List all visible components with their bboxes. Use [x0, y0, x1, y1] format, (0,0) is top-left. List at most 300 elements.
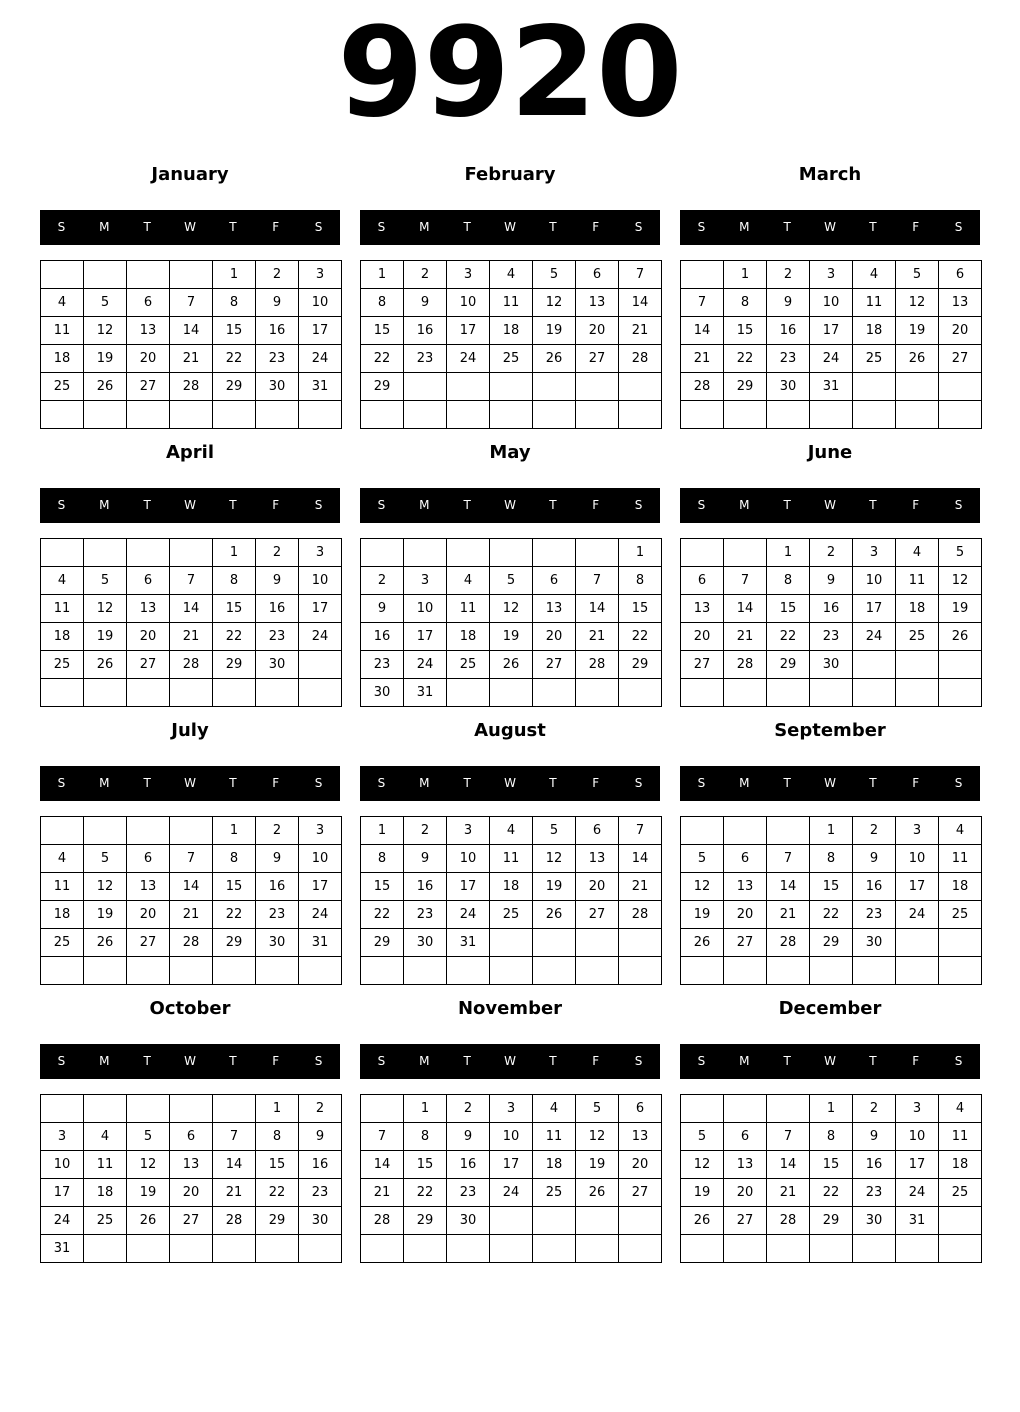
day-cell[interactable]: 24 — [299, 345, 342, 373]
day-cell[interactable]: 27 — [681, 651, 724, 679]
day-cell[interactable]: 18 — [533, 1151, 576, 1179]
day-cell[interactable]: 1 — [213, 261, 256, 289]
day-cell[interactable]: 10 — [41, 1151, 84, 1179]
day-cell[interactable]: 24 — [896, 901, 939, 929]
day-cell[interactable]: 15 — [213, 317, 256, 345]
day-cell[interactable]: 27 — [939, 345, 982, 373]
day-cell[interactable]: 12 — [533, 289, 576, 317]
day-cell[interactable]: 5 — [84, 845, 127, 873]
day-cell[interactable]: 12 — [939, 567, 982, 595]
day-cell[interactable]: 29 — [810, 1207, 853, 1235]
day-cell[interactable]: 8 — [213, 845, 256, 873]
day-cell[interactable]: 10 — [404, 595, 447, 623]
day-cell[interactable]: 22 — [810, 901, 853, 929]
day-cell[interactable]: 19 — [681, 901, 724, 929]
day-cell[interactable]: 14 — [361, 1151, 404, 1179]
day-cell[interactable]: 6 — [939, 261, 982, 289]
day-cell[interactable]: 2 — [299, 1095, 342, 1123]
day-cell[interactable]: 23 — [299, 1179, 342, 1207]
day-cell[interactable]: 9 — [256, 845, 299, 873]
day-cell[interactable]: 13 — [127, 595, 170, 623]
day-cell[interactable]: 19 — [84, 623, 127, 651]
day-cell[interactable]: 28 — [213, 1207, 256, 1235]
day-cell[interactable]: 13 — [724, 1151, 767, 1179]
day-cell[interactable]: 16 — [256, 873, 299, 901]
day-cell[interactable]: 9 — [299, 1123, 342, 1151]
day-cell[interactable]: 29 — [404, 1207, 447, 1235]
day-cell[interactable]: 16 — [404, 873, 447, 901]
day-cell[interactable]: 22 — [213, 901, 256, 929]
day-cell[interactable]: 16 — [767, 317, 810, 345]
day-cell[interactable]: 7 — [619, 261, 662, 289]
day-cell[interactable]: 1 — [724, 261, 767, 289]
day-cell[interactable]: 26 — [84, 373, 127, 401]
day-cell[interactable]: 28 — [576, 651, 619, 679]
day-cell[interactable]: 19 — [576, 1151, 619, 1179]
day-cell[interactable]: 21 — [767, 1179, 810, 1207]
day-cell[interactable]: 21 — [619, 317, 662, 345]
day-cell[interactable]: 6 — [724, 1123, 767, 1151]
day-cell[interactable]: 12 — [896, 289, 939, 317]
day-cell[interactable]: 18 — [896, 595, 939, 623]
day-cell[interactable]: 25 — [41, 373, 84, 401]
day-cell[interactable]: 7 — [170, 289, 213, 317]
day-cell[interactable]: 20 — [127, 901, 170, 929]
day-cell[interactable]: 13 — [533, 595, 576, 623]
day-cell[interactable]: 4 — [490, 817, 533, 845]
day-cell[interactable]: 5 — [127, 1123, 170, 1151]
day-cell[interactable]: 12 — [490, 595, 533, 623]
day-cell[interactable]: 29 — [213, 651, 256, 679]
day-cell[interactable]: 26 — [533, 345, 576, 373]
day-cell[interactable]: 5 — [84, 289, 127, 317]
day-cell[interactable]: 17 — [299, 873, 342, 901]
day-cell[interactable]: 28 — [724, 651, 767, 679]
day-cell[interactable]: 11 — [490, 289, 533, 317]
day-cell[interactable]: 17 — [490, 1151, 533, 1179]
day-cell[interactable]: 28 — [170, 373, 213, 401]
day-cell[interactable]: 17 — [299, 595, 342, 623]
day-cell[interactable]: 3 — [299, 817, 342, 845]
day-cell[interactable]: 17 — [810, 317, 853, 345]
day-cell[interactable]: 8 — [810, 845, 853, 873]
day-cell[interactable]: 30 — [810, 651, 853, 679]
day-cell[interactable]: 27 — [127, 373, 170, 401]
day-cell[interactable]: 29 — [810, 929, 853, 957]
day-cell[interactable]: 9 — [853, 845, 896, 873]
day-cell[interactable]: 16 — [256, 317, 299, 345]
day-cell[interactable]: 30 — [299, 1207, 342, 1235]
day-cell[interactable]: 22 — [213, 345, 256, 373]
day-cell[interactable]: 8 — [724, 289, 767, 317]
day-cell[interactable]: 11 — [853, 289, 896, 317]
day-cell[interactable]: 3 — [299, 261, 342, 289]
day-cell[interactable]: 13 — [619, 1123, 662, 1151]
day-cell[interactable]: 25 — [490, 345, 533, 373]
day-cell[interactable]: 6 — [724, 845, 767, 873]
day-cell[interactable]: 30 — [767, 373, 810, 401]
day-cell[interactable]: 8 — [404, 1123, 447, 1151]
day-cell[interactable]: 29 — [767, 651, 810, 679]
day-cell[interactable]: 21 — [619, 873, 662, 901]
day-cell[interactable]: 28 — [170, 651, 213, 679]
day-cell[interactable]: 28 — [767, 929, 810, 957]
day-cell[interactable]: 17 — [447, 317, 490, 345]
day-cell[interactable]: 26 — [533, 901, 576, 929]
day-cell[interactable]: 19 — [533, 317, 576, 345]
day-cell[interactable]: 19 — [533, 873, 576, 901]
day-cell[interactable]: 3 — [404, 567, 447, 595]
day-cell[interactable]: 1 — [767, 539, 810, 567]
day-cell[interactable]: 14 — [724, 595, 767, 623]
day-cell[interactable]: 18 — [41, 901, 84, 929]
day-cell[interactable]: 17 — [447, 873, 490, 901]
day-cell[interactable]: 24 — [299, 623, 342, 651]
day-cell[interactable]: 9 — [361, 595, 404, 623]
day-cell[interactable]: 12 — [576, 1123, 619, 1151]
day-cell[interactable]: 16 — [853, 1151, 896, 1179]
day-cell[interactable]: 15 — [810, 1151, 853, 1179]
day-cell[interactable]: 24 — [490, 1179, 533, 1207]
day-cell[interactable]: 25 — [533, 1179, 576, 1207]
day-cell[interactable]: 11 — [896, 567, 939, 595]
day-cell[interactable]: 23 — [404, 901, 447, 929]
day-cell[interactable]: 30 — [256, 929, 299, 957]
day-cell[interactable]: 14 — [213, 1151, 256, 1179]
day-cell[interactable]: 25 — [447, 651, 490, 679]
day-cell[interactable]: 11 — [41, 317, 84, 345]
day-cell[interactable]: 9 — [404, 289, 447, 317]
day-cell[interactable]: 19 — [896, 317, 939, 345]
day-cell[interactable]: 6 — [127, 289, 170, 317]
day-cell[interactable]: 3 — [853, 539, 896, 567]
day-cell[interactable]: 1 — [361, 817, 404, 845]
day-cell[interactable]: 23 — [256, 345, 299, 373]
day-cell[interactable]: 18 — [490, 873, 533, 901]
day-cell[interactable]: 5 — [681, 845, 724, 873]
day-cell[interactable]: 22 — [361, 901, 404, 929]
day-cell[interactable]: 2 — [404, 817, 447, 845]
day-cell[interactable]: 26 — [84, 929, 127, 957]
day-cell[interactable]: 21 — [724, 623, 767, 651]
day-cell[interactable]: 23 — [361, 651, 404, 679]
day-cell[interactable]: 11 — [41, 595, 84, 623]
day-cell[interactable]: 4 — [533, 1095, 576, 1123]
day-cell[interactable]: 29 — [724, 373, 767, 401]
day-cell[interactable]: 9 — [810, 567, 853, 595]
day-cell[interactable]: 21 — [170, 901, 213, 929]
day-cell[interactable]: 12 — [84, 873, 127, 901]
day-cell[interactable]: 4 — [939, 817, 982, 845]
day-cell[interactable]: 12 — [681, 1151, 724, 1179]
day-cell[interactable]: 8 — [361, 845, 404, 873]
day-cell[interactable]: 20 — [533, 623, 576, 651]
day-cell[interactable]: 13 — [127, 317, 170, 345]
day-cell[interactable]: 4 — [41, 845, 84, 873]
day-cell[interactable]: 6 — [576, 817, 619, 845]
day-cell[interactable]: 7 — [681, 289, 724, 317]
day-cell[interactable]: 2 — [810, 539, 853, 567]
day-cell[interactable]: 16 — [361, 623, 404, 651]
day-cell[interactable]: 20 — [724, 901, 767, 929]
day-cell[interactable]: 22 — [404, 1179, 447, 1207]
day-cell[interactable]: 18 — [490, 317, 533, 345]
day-cell[interactable]: 21 — [681, 345, 724, 373]
day-cell[interactable]: 31 — [810, 373, 853, 401]
day-cell[interactable]: 19 — [84, 345, 127, 373]
day-cell[interactable]: 4 — [853, 261, 896, 289]
day-cell[interactable]: 5 — [533, 817, 576, 845]
day-cell[interactable]: 2 — [256, 817, 299, 845]
day-cell[interactable]: 31 — [299, 373, 342, 401]
day-cell[interactable]: 10 — [299, 289, 342, 317]
day-cell[interactable]: 11 — [84, 1151, 127, 1179]
day-cell[interactable]: 25 — [853, 345, 896, 373]
day-cell[interactable]: 5 — [533, 261, 576, 289]
day-cell[interactable]: 27 — [533, 651, 576, 679]
day-cell[interactable]: 2 — [256, 261, 299, 289]
day-cell[interactable]: 9 — [853, 1123, 896, 1151]
day-cell[interactable]: 24 — [41, 1207, 84, 1235]
day-cell[interactable]: 28 — [681, 373, 724, 401]
day-cell[interactable]: 24 — [299, 901, 342, 929]
day-cell[interactable]: 6 — [533, 567, 576, 595]
day-cell[interactable]: 6 — [170, 1123, 213, 1151]
day-cell[interactable]: 10 — [299, 845, 342, 873]
day-cell[interactable]: 13 — [576, 845, 619, 873]
day-cell[interactable]: 26 — [84, 651, 127, 679]
day-cell[interactable]: 7 — [576, 567, 619, 595]
day-cell[interactable]: 8 — [810, 1123, 853, 1151]
day-cell[interactable]: 22 — [767, 623, 810, 651]
day-cell[interactable]: 5 — [84, 567, 127, 595]
day-cell[interactable]: 1 — [256, 1095, 299, 1123]
day-cell[interactable]: 2 — [767, 261, 810, 289]
day-cell[interactable]: 24 — [447, 901, 490, 929]
day-cell[interactable]: 5 — [576, 1095, 619, 1123]
day-cell[interactable]: 15 — [767, 595, 810, 623]
day-cell[interactable]: 3 — [447, 817, 490, 845]
day-cell[interactable]: 21 — [576, 623, 619, 651]
day-cell[interactable]: 18 — [853, 317, 896, 345]
day-cell[interactable]: 8 — [361, 289, 404, 317]
day-cell[interactable]: 10 — [810, 289, 853, 317]
day-cell[interactable]: 20 — [170, 1179, 213, 1207]
day-cell[interactable]: 18 — [939, 1151, 982, 1179]
day-cell[interactable]: 3 — [447, 261, 490, 289]
day-cell[interactable]: 4 — [939, 1095, 982, 1123]
day-cell[interactable]: 14 — [681, 317, 724, 345]
day-cell[interactable]: 23 — [853, 1179, 896, 1207]
day-cell[interactable]: 29 — [361, 373, 404, 401]
day-cell[interactable]: 29 — [213, 373, 256, 401]
day-cell[interactable]: 9 — [256, 289, 299, 317]
day-cell[interactable]: 7 — [213, 1123, 256, 1151]
day-cell[interactable]: 24 — [853, 623, 896, 651]
day-cell[interactable]: 13 — [170, 1151, 213, 1179]
day-cell[interactable]: 19 — [127, 1179, 170, 1207]
day-cell[interactable]: 9 — [256, 567, 299, 595]
day-cell[interactable]: 20 — [127, 345, 170, 373]
day-cell[interactable]: 23 — [256, 623, 299, 651]
day-cell[interactable]: 14 — [767, 1151, 810, 1179]
day-cell[interactable]: 1 — [619, 539, 662, 567]
day-cell[interactable]: 7 — [724, 567, 767, 595]
day-cell[interactable]: 30 — [853, 1207, 896, 1235]
day-cell[interactable]: 6 — [576, 261, 619, 289]
day-cell[interactable]: 1 — [361, 261, 404, 289]
day-cell[interactable]: 6 — [127, 845, 170, 873]
day-cell[interactable]: 23 — [767, 345, 810, 373]
day-cell[interactable]: 8 — [213, 567, 256, 595]
day-cell[interactable]: 8 — [767, 567, 810, 595]
day-cell[interactable]: 15 — [213, 595, 256, 623]
day-cell[interactable]: 7 — [619, 817, 662, 845]
day-cell[interactable]: 8 — [213, 289, 256, 317]
day-cell[interactable]: 23 — [447, 1179, 490, 1207]
day-cell[interactable]: 16 — [447, 1151, 490, 1179]
day-cell[interactable]: 16 — [810, 595, 853, 623]
day-cell[interactable]: 31 — [896, 1207, 939, 1235]
day-cell[interactable]: 10 — [447, 289, 490, 317]
day-cell[interactable]: 20 — [681, 623, 724, 651]
day-cell[interactable]: 10 — [896, 1123, 939, 1151]
day-cell[interactable]: 13 — [576, 289, 619, 317]
day-cell[interactable]: 26 — [681, 929, 724, 957]
day-cell[interactable]: 17 — [853, 595, 896, 623]
day-cell[interactable]: 28 — [361, 1207, 404, 1235]
day-cell[interactable]: 16 — [256, 595, 299, 623]
day-cell[interactable]: 17 — [299, 317, 342, 345]
day-cell[interactable]: 25 — [41, 929, 84, 957]
day-cell[interactable]: 26 — [939, 623, 982, 651]
day-cell[interactable]: 22 — [724, 345, 767, 373]
day-cell[interactable]: 14 — [170, 317, 213, 345]
day-cell[interactable]: 31 — [299, 929, 342, 957]
day-cell[interactable]: 18 — [447, 623, 490, 651]
day-cell[interactable]: 3 — [299, 539, 342, 567]
day-cell[interactable]: 19 — [939, 595, 982, 623]
day-cell[interactable]: 1 — [810, 817, 853, 845]
day-cell[interactable]: 7 — [170, 845, 213, 873]
day-cell[interactable]: 11 — [533, 1123, 576, 1151]
day-cell[interactable]: 14 — [576, 595, 619, 623]
day-cell[interactable]: 10 — [853, 567, 896, 595]
day-cell[interactable]: 10 — [447, 845, 490, 873]
day-cell[interactable]: 28 — [619, 345, 662, 373]
day-cell[interactable]: 28 — [170, 929, 213, 957]
day-cell[interactable]: 11 — [939, 1123, 982, 1151]
day-cell[interactable]: 6 — [619, 1095, 662, 1123]
day-cell[interactable]: 1 — [404, 1095, 447, 1123]
day-cell[interactable]: 2 — [447, 1095, 490, 1123]
day-cell[interactable]: 17 — [896, 1151, 939, 1179]
day-cell[interactable]: 15 — [256, 1151, 299, 1179]
day-cell[interactable]: 29 — [361, 929, 404, 957]
day-cell[interactable]: 20 — [724, 1179, 767, 1207]
day-cell[interactable]: 22 — [213, 623, 256, 651]
day-cell[interactable]: 24 — [447, 345, 490, 373]
day-cell[interactable]: 20 — [576, 873, 619, 901]
day-cell[interactable]: 30 — [256, 651, 299, 679]
day-cell[interactable]: 23 — [810, 623, 853, 651]
day-cell[interactable]: 26 — [127, 1207, 170, 1235]
day-cell[interactable]: 5 — [939, 539, 982, 567]
day-cell[interactable]: 2 — [256, 539, 299, 567]
day-cell[interactable]: 20 — [576, 317, 619, 345]
day-cell[interactable]: 11 — [939, 845, 982, 873]
day-cell[interactable]: 25 — [41, 651, 84, 679]
day-cell[interactable]: 17 — [41, 1179, 84, 1207]
day-cell[interactable]: 18 — [41, 345, 84, 373]
day-cell[interactable]: 30 — [256, 373, 299, 401]
day-cell[interactable]: 5 — [681, 1123, 724, 1151]
day-cell[interactable]: 4 — [41, 289, 84, 317]
day-cell[interactable]: 27 — [576, 345, 619, 373]
day-cell[interactable]: 9 — [447, 1123, 490, 1151]
day-cell[interactable]: 7 — [361, 1123, 404, 1151]
day-cell[interactable]: 21 — [767, 901, 810, 929]
day-cell[interactable]: 1 — [213, 817, 256, 845]
day-cell[interactable]: 18 — [939, 873, 982, 901]
day-cell[interactable]: 27 — [724, 1207, 767, 1235]
day-cell[interactable]: 15 — [361, 317, 404, 345]
day-cell[interactable]: 30 — [404, 929, 447, 957]
day-cell[interactable]: 13 — [681, 595, 724, 623]
day-cell[interactable]: 23 — [404, 345, 447, 373]
day-cell[interactable]: 26 — [896, 345, 939, 373]
day-cell[interactable]: 12 — [681, 873, 724, 901]
day-cell[interactable]: 20 — [619, 1151, 662, 1179]
day-cell[interactable]: 3 — [810, 261, 853, 289]
day-cell[interactable]: 15 — [810, 873, 853, 901]
day-cell[interactable]: 23 — [256, 901, 299, 929]
day-cell[interactable]: 2 — [404, 261, 447, 289]
day-cell[interactable]: 11 — [490, 845, 533, 873]
day-cell[interactable]: 5 — [896, 261, 939, 289]
day-cell[interactable]: 24 — [404, 651, 447, 679]
day-cell[interactable]: 16 — [853, 873, 896, 901]
day-cell[interactable]: 4 — [896, 539, 939, 567]
day-cell[interactable]: 5 — [490, 567, 533, 595]
day-cell[interactable]: 20 — [939, 317, 982, 345]
day-cell[interactable]: 18 — [84, 1179, 127, 1207]
day-cell[interactable]: 8 — [619, 567, 662, 595]
day-cell[interactable]: 3 — [896, 817, 939, 845]
day-cell[interactable]: 9 — [404, 845, 447, 873]
day-cell[interactable]: 16 — [299, 1151, 342, 1179]
day-cell[interactable]: 14 — [170, 873, 213, 901]
day-cell[interactable]: 15 — [404, 1151, 447, 1179]
day-cell[interactable]: 21 — [170, 623, 213, 651]
day-cell[interactable]: 13 — [127, 873, 170, 901]
day-cell[interactable]: 26 — [681, 1207, 724, 1235]
day-cell[interactable]: 19 — [84, 901, 127, 929]
day-cell[interactable]: 15 — [724, 317, 767, 345]
day-cell[interactable]: 13 — [724, 873, 767, 901]
day-cell[interactable]: 1 — [213, 539, 256, 567]
day-cell[interactable]: 15 — [619, 595, 662, 623]
day-cell[interactable]: 29 — [619, 651, 662, 679]
day-cell[interactable]: 7 — [170, 567, 213, 595]
day-cell[interactable]: 19 — [681, 1179, 724, 1207]
day-cell[interactable]: 30 — [361, 679, 404, 707]
day-cell[interactable]: 4 — [84, 1123, 127, 1151]
day-cell[interactable]: 12 — [533, 845, 576, 873]
day-cell[interactable]: 22 — [619, 623, 662, 651]
day-cell[interactable]: 12 — [84, 595, 127, 623]
day-cell[interactable]: 18 — [41, 623, 84, 651]
